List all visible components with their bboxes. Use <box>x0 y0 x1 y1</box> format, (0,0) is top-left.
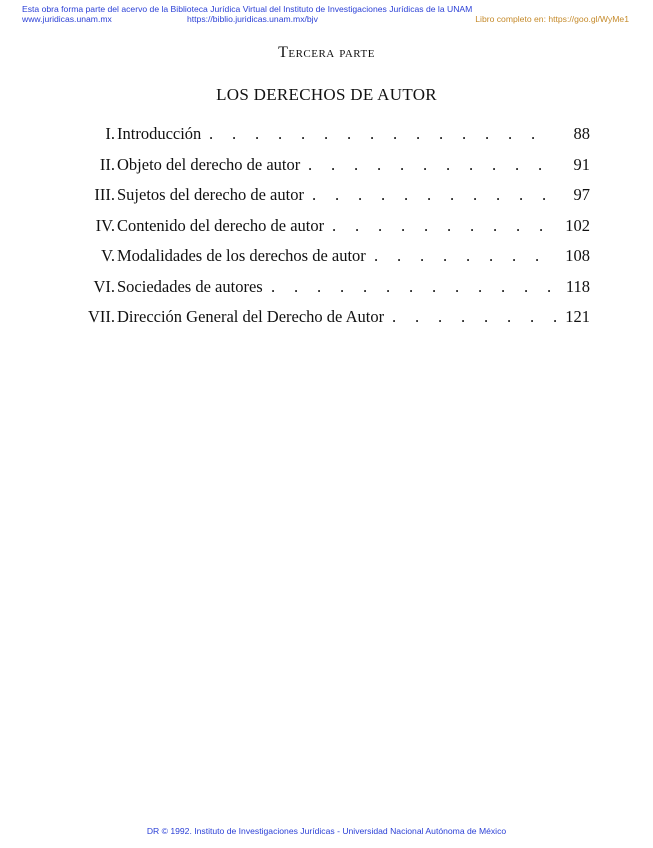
toc-entry[interactable] <box>60 124 590 155</box>
part-title: Tercera parte <box>278 44 375 61</box>
leader-dot: . <box>354 154 359 174</box>
leader-dot: . <box>489 246 494 265</box>
leader-dot: . <box>473 185 478 204</box>
leader-dot: . <box>516 215 521 235</box>
leader-dot: . <box>335 185 340 204</box>
leader-dot: . <box>519 185 524 204</box>
toc-number: VI. <box>93 276 115 296</box>
leader-dot: . <box>547 276 552 296</box>
toc-entry[interactable] <box>60 307 590 338</box>
toc-number: III. <box>94 185 115 204</box>
leader-dot: . <box>507 307 512 326</box>
leader-dot: . <box>374 246 379 265</box>
leader-dot: . <box>255 124 260 143</box>
leader-dot: . <box>535 246 540 265</box>
leader-dot: . <box>308 154 313 174</box>
leader-dot: . <box>312 185 317 204</box>
leader-dot: . <box>501 276 506 296</box>
leader-dot: . <box>209 124 214 143</box>
toc-page: 102 <box>565 215 590 235</box>
leader-dot: . <box>420 246 425 265</box>
leader-dot: . <box>386 276 391 296</box>
toc-page: 118 <box>565 276 590 296</box>
leader-dot: . <box>377 154 382 174</box>
leader-dot: . <box>232 124 237 143</box>
leader-dot: . <box>340 276 345 296</box>
leader-dot: . <box>538 154 543 174</box>
toc-entry[interactable] <box>60 185 590 216</box>
toc-number: VII. <box>87 307 115 326</box>
leader-dot: . <box>324 124 329 143</box>
leader-dot: . <box>439 124 444 143</box>
leader-dot: . <box>278 124 283 143</box>
leader-dot: . <box>478 276 483 296</box>
toc-text: Modalidades de los derechos de autor <box>117 246 366 265</box>
leader-dot: . <box>469 154 474 174</box>
toc-number: IV. <box>95 215 115 235</box>
leader-dot: . <box>443 246 448 265</box>
leader-dot: . <box>363 276 368 296</box>
toc-text: Introducción <box>117 124 202 143</box>
toc-entry[interactable] <box>60 155 590 186</box>
leader-dot: . <box>317 276 322 296</box>
leader-dot: . <box>493 215 498 235</box>
toc-text: Contenido del derecho de autor <box>117 215 325 235</box>
leader-dot: . <box>553 307 558 326</box>
leader-dot: . <box>531 124 536 143</box>
leader-dot: . <box>393 124 398 143</box>
leader-dot: . <box>427 185 432 204</box>
leader-dot: . <box>447 215 452 235</box>
leader-dot: . <box>539 215 544 235</box>
leader-dot: . <box>484 307 489 326</box>
leader-dot: . <box>485 124 490 143</box>
leader-dot: . <box>466 246 471 265</box>
leader-dot: . <box>331 154 336 174</box>
leader-dot: . <box>470 215 475 235</box>
toc-page: 97 <box>573 185 590 204</box>
toc-entry[interactable] <box>60 216 590 247</box>
copyright-footer: DR © 1992. Instituto de Investigaciones Jurídicas - Universidad Nacional Autónoma de México <box>146 826 507 836</box>
leader-dot: . <box>432 276 437 296</box>
toc-page: 88 <box>573 124 590 143</box>
leader-dot: . <box>424 215 429 235</box>
leader-dot: . <box>355 215 360 235</box>
leader-dot: . <box>515 154 520 174</box>
toc-number: I. <box>105 124 115 143</box>
leader-dot: . <box>332 215 337 235</box>
leader-dot: . <box>381 185 386 204</box>
table-of-contents <box>60 124 590 338</box>
leader-dot: . <box>512 246 517 265</box>
toc-page: 108 <box>565 246 590 265</box>
leader-dot: . <box>462 124 467 143</box>
leader-dot: . <box>401 215 406 235</box>
leader-dot: . <box>404 185 409 204</box>
biblio-link[interactable]: https://biblio.juridicas.unam.mx/bjv <box>187 14 318 24</box>
toc-text: Sujetos del derecho de autor <box>117 185 304 204</box>
leader-dot: . <box>415 307 420 326</box>
toc-page: 91 <box>573 154 590 174</box>
leader-dot: . <box>524 276 529 296</box>
leader-dot: . <box>446 154 451 174</box>
leader-dot: . <box>492 154 497 174</box>
header-notice: Esta obra forma parte del acervo de la Biblioteca Jurídica Virtual del Instituto de Investigaciones Jurídicas de la UNAM <box>22 4 473 14</box>
leader-dot: . <box>508 124 513 143</box>
leader-dot: . <box>496 185 501 204</box>
leader-dot: . <box>409 276 414 296</box>
toc-number: V. <box>101 246 115 265</box>
site-link[interactable]: www.juridicas.unam.mx <box>22 14 112 24</box>
toc-entry[interactable] <box>60 246 590 277</box>
leader-dot: . <box>461 307 466 326</box>
book-link[interactable]: Libro completo en: https://goo.gl/WyMe1 <box>475 14 629 24</box>
leader-dot: . <box>378 215 383 235</box>
leader-dot: . <box>294 276 299 296</box>
leader-dot: . <box>416 124 421 143</box>
leader-dot: . <box>450 185 455 204</box>
leader-dot: . <box>397 246 402 265</box>
leader-dot: . <box>400 154 405 174</box>
toc-text: Objeto del derecho de autor <box>117 154 301 174</box>
toc-entry[interactable] <box>60 277 590 308</box>
leader-dot: . <box>423 154 428 174</box>
leader-dot: . <box>542 185 547 204</box>
toc-text: Dirección General del Derecho de Autor <box>117 307 385 326</box>
leader-dot: . <box>358 185 363 204</box>
section-title: LOS DERECHOS DE AUTOR <box>216 85 437 104</box>
toc-text: Sociedades de autores <box>117 276 263 296</box>
source-header <box>22 4 629 24</box>
leader-dot: . <box>370 124 375 143</box>
leader-dot: . <box>455 276 460 296</box>
toc-number: II. <box>99 154 115 174</box>
toc-page: 121 <box>565 307 590 326</box>
leader-dot: . <box>438 307 443 326</box>
leader-dot: . <box>271 276 276 296</box>
leader-dot: . <box>392 307 397 326</box>
leader-dot: . <box>347 124 352 143</box>
leader-dot: . <box>530 307 535 326</box>
leader-dot: . <box>301 124 306 143</box>
